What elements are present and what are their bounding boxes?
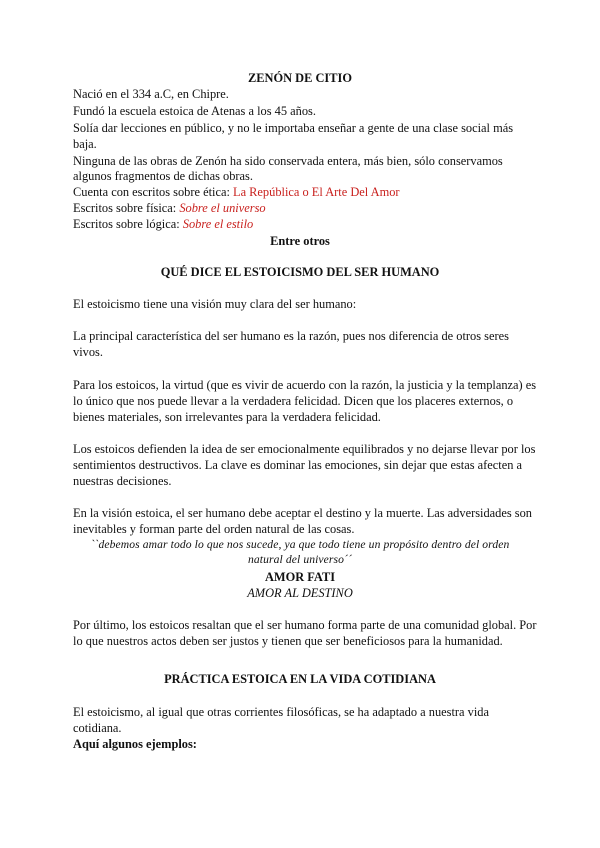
- humano-p4: sentimientos destructivos. La clave es dominar las emociones, sin dejar que estas afecten a: [73, 458, 523, 472]
- fisica-label: Escritos sobre física:: [73, 201, 180, 215]
- zenon-title: ZENÓN DE CITIO: [248, 71, 352, 85]
- etica-label: Cuenta con escritos sobre ética:: [73, 185, 233, 199]
- quote-line: ``debemos amar todo lo que nos sucede, ya que todo tiene un propósito dentro del orden: [90, 538, 510, 551]
- practica-title: PRÁCTICA ESTOICA EN LA VIDA COTIDIANA: [164, 672, 436, 686]
- etica-works: La República o El Arte Del Amor: [233, 185, 400, 199]
- logica-line: [73, 216, 533, 232]
- fisica-line: [73, 200, 533, 216]
- zenon-line: baja.: [73, 137, 97, 151]
- etica-line: [73, 184, 533, 200]
- practica-p1: El estoicismo, al igual que otras corrientes filosóficas, se ha adaptado a nuestra vida: [73, 705, 489, 719]
- humano-p3: lo único que nos puede llevar a la verdadera felicidad. Dicen que los placeres externos, o: [73, 394, 514, 408]
- humano-p1: El estoicismo tiene una visión muy clara del ser humano:: [73, 297, 357, 311]
- ejemplos-heading: Aquí algunos ejemplos:: [73, 737, 197, 751]
- humano-title: QUÉ DICE EL ESTOICISMO DEL SER HUMANO: [160, 265, 440, 279]
- humano-p4: Los estoicos defienden la idea de ser emocionalmente equilibrados y no dejarse llevar por los: [73, 442, 536, 456]
- fisica-works: Sobre el universo: [179, 201, 266, 215]
- humano-p2: La principal característica del ser humano es la razón, pues nos diferencia de otros seres: [73, 329, 509, 343]
- humano-p6: lo que nuestros actos deben ser justos y tienen que ser beneficiosos para la humanidad.: [73, 634, 503, 648]
- humano-p5: inevitables y forman parte del orden natural de las cosas.: [73, 522, 355, 536]
- logica-label: Escritos sobre lógica:: [73, 217, 183, 231]
- humano-p6: Por último, los estoicos resaltan que el ser humano forma parte de una comunidad global. Por: [73, 618, 537, 632]
- entre-otros: Entre otros: [270, 234, 330, 248]
- humano-p5: En la visión estoica, el ser humano debe aceptar el destino y la muerte. Las adversidades son: [73, 506, 532, 520]
- zenon-line: Fundó la escuela estoica de Atenas a los 45 años.: [73, 104, 316, 118]
- logica-works: Sobre el estilo: [182, 217, 254, 231]
- practica-p1: cotidiana.: [73, 721, 122, 735]
- zenon-line: Ninguna de las obras de Zenón ha sido conservada entera, más bien, sólo conservamos: [73, 154, 503, 168]
- amor-destino: AMOR AL DESTINO: [247, 586, 353, 600]
- humano-p2: vivos.: [73, 345, 103, 359]
- zenon-line: algunos fragmentos de dichas obras.: [73, 169, 253, 183]
- humano-p3: bienes materiales, son irrelevantes para la verdadera felicidad.: [73, 410, 381, 424]
- zenon-line: Solía dar lecciones en público, y no le importaba enseñar a gente de una clase social más: [73, 121, 514, 135]
- zenon-line: Nació en el 334 a.C, en Chipre.: [73, 87, 229, 101]
- quote-line: natural del universo´´: [248, 553, 352, 566]
- amor-fati: AMOR FATI: [264, 570, 336, 584]
- humano-p4: nuestras decisiones.: [73, 474, 172, 488]
- humano-p3: Para los estoicos, la virtud (que es vivir de acuerdo con la razón, la justicia y la templanza) es: [73, 378, 537, 392]
